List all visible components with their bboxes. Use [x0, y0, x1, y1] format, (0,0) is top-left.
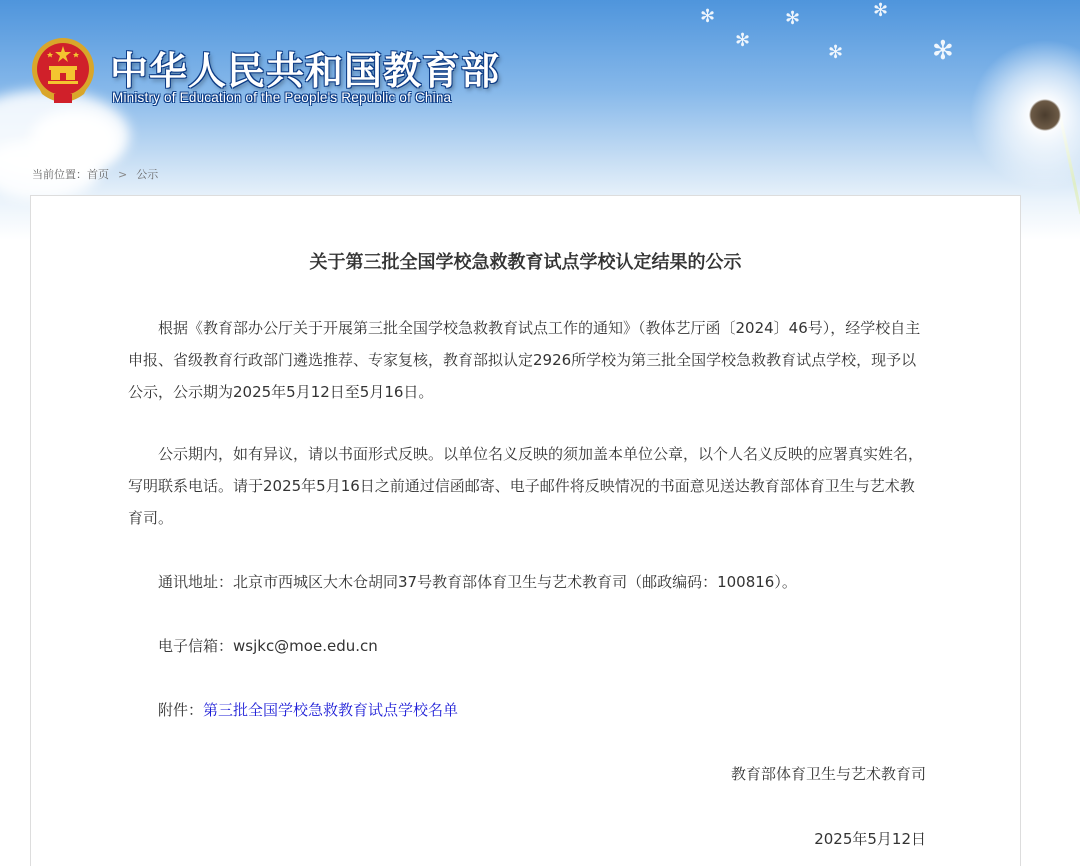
article-container: [30, 195, 1021, 866]
chevron-right-icon: >: [118, 167, 128, 181]
article-paragraph: 根据《教育部办公厅关于开展第三批全国学校急救教育试点工作的通知》（教体艺厅函〔2024〕46号），经学校自主申报、省级教育行政部门遴选推荐、专家复核，教育部拟认定2926所学校为第三批全国学校急救教育试点学校，现予以公示，公示期为2025年5月12日至5月16日。: [128, 319, 921, 401]
seed-decoration: ✻: [873, 0, 889, 21]
site-title[interactable]: 中华人民共和国教育部: [110, 49, 501, 93]
seed-decoration: ✻: [932, 36, 954, 66]
publish-date: 2025年5月12日: [814, 830, 926, 848]
breadcrumb-current-link[interactable]: 公示: [136, 168, 159, 181]
attachment-label: 附件：: [158, 701, 204, 719]
seed-decoration: ✻: [735, 30, 751, 51]
article-paragraph: 公示期内，如有异议，请以书面形式反映。以单位名义反映的须加盖本单位公章，以个人名义反映的应署真实姓名，写明联系电话。请于2025年5月16日之前通过信函邮寄、电子邮件将反映情况的书面意见送达教育部体育卫生与艺术教育司。: [128, 445, 924, 527]
article-title: 关于第三批全国学校急救教育试点学校认定结果的公示: [309, 252, 742, 273]
site-subtitle: Ministry of Education of the People's Republic of China: [112, 90, 452, 105]
national-emblem-icon[interactable]: [30, 36, 96, 106]
dandelion-decoration: [970, 40, 1080, 190]
breadcrumb-home-link[interactable]: 首页: [87, 168, 109, 181]
site-header: [30, 36, 550, 112]
breadcrumb-prefix: 当前位置：: [32, 168, 87, 181]
address-paragraph: 通讯地址：北京市西城区大木仓胡同37号教育部体育卫生与艺术教育司（邮政编码：100816）。: [158, 573, 797, 591]
seed-decoration: ✻: [700, 6, 716, 27]
breadcrumb: [32, 166, 158, 182]
seed-decoration: ✻: [828, 42, 844, 63]
attachment-link[interactable]: 第三批全国学校急救教育试点学校名单: [203, 701, 459, 719]
signature: 教育部体育卫生与艺术教育司: [730, 765, 926, 783]
seed-decoration: ✻: [785, 8, 801, 29]
email-paragraph: 电子信箱：wsjkc@moe.edu.cn: [158, 637, 378, 655]
attachment-paragraph: [128, 694, 928, 726]
